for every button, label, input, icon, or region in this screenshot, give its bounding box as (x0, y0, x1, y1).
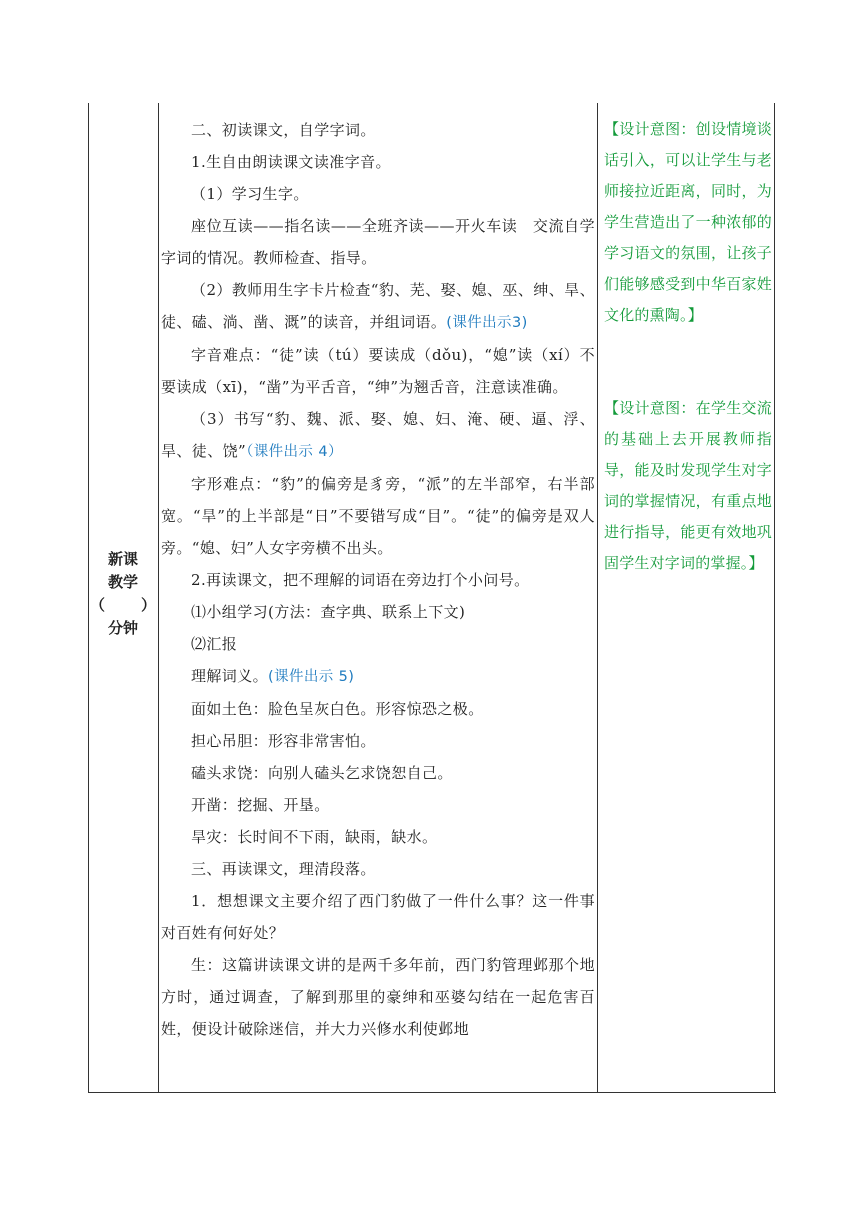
paragraph: ⑵汇报 (191, 635, 238, 653)
paragraph (161, 660, 595, 693)
paragraph: 旱灾：长时间不下雨，缺雨，缺水。 (191, 828, 438, 846)
design-intent-note-2: 【设计意图：在学生交流的基础上去开展教师指导，能及时发现学生对字词的掌握情况，有重点地进行指导，能更有效地巩固学生对字词的掌握。】 (604, 399, 772, 572)
paragraph: 字音难点：“徒”读（tú）要读成（dǒu)，“媳”读（xí）不要读成（xī)，“凿”为平舌音，“绅”为翘舌音，注意读准确。 (161, 346, 595, 396)
paragraph: 开凿：挖掘、开垦。 (191, 796, 330, 814)
lesson-table (88, 103, 776, 1093)
section-label-line3: 分钟 (107, 619, 138, 637)
paragraph: 2.再读课文，把不理解的词语在旁边打个小问号。 (191, 571, 530, 589)
courseware-callout: (课件出示 5) (268, 669, 355, 685)
paragraph: 磕头求饶：向别人磕头乞求饶恕自己。 (191, 764, 453, 782)
design-intent-note-1: 【设计意图：创设情境谈话引入，可以让学生与老师接拉近距离，同时，为学生营造出了一种浓郁的学习语文的氛围，让孩子们能够感受到中华百家姓文化的熏陶。】 (604, 120, 772, 324)
paragraph-text: （2）教师用生字卡片检查“豹、芜、娶、媳、巫、绅、旱、徒、磕、淌、凿、溉”的读音，并组词语。 (161, 281, 595, 331)
table-border-bottom (88, 1092, 776, 1093)
paragraph (161, 274, 595, 339)
paragraph: 生：这篇讲读课文讲的是两千多年前，西门豹管理邺那个地方时，通过调查，了解到那里的豪绅和巫婆勾结在一起危害百姓，便设计破除迷信，并大力兴修水利使邺地 (161, 956, 595, 1038)
paragraph-text: （3）书写“豹、魏、派、娶、媳、妇、淹、硬、逼、浮、旱、徒、饶” (161, 410, 595, 460)
paragraph: 1.生自由朗读课文读准字音。 (191, 153, 391, 171)
paren-open: （ (90, 596, 106, 614)
paragraph: 座位互读——指名读——全班齐读——开火车读 交流自学字词的情况。教师检查、指导。 (161, 217, 595, 267)
section-label (88, 548, 158, 640)
paragraph: 面如土色：脸色呈灰白色。形容惊恐之极。 (191, 700, 484, 718)
courseware-callout: (课件出示3) (446, 315, 528, 331)
paragraph: 担心吊胆：形容非常害怕。 (191, 732, 376, 750)
courseware-callout: （课件出示 4） (246, 444, 343, 460)
paragraph: 三、再读课文，理清段落。 (191, 860, 376, 878)
paragraph: 1．想想课文主要介绍了西门豹做了一件什么事？这一件事对百姓有何好处？ (161, 892, 595, 942)
paragraph: （1）学习生字。 (191, 185, 309, 203)
paragraph: ⑴小组学习(方法：查字典、联系上下文) (191, 603, 466, 621)
section-label-line1: 新课 (107, 550, 138, 568)
paren-close: ） (140, 596, 156, 614)
paragraph: 二、初读课文，自学字词。 (191, 121, 376, 139)
table-divider-2 (597, 103, 598, 1093)
paragraph-text: 理解词义。 (191, 667, 269, 685)
paragraph (161, 403, 595, 468)
section-label-line2: 教学 (107, 573, 138, 591)
paragraph: 字形难点：“豹”的偏旁是豸旁，“派”的左半部窄，右半部宽。“旱”的上半部是“日”不要错写成“目”。“徒”的偏旁是双人旁。“媳、妇”人女字旁横不出头。 (161, 475, 595, 557)
minutes-blank (88, 594, 158, 617)
lesson-content (158, 103, 597, 1045)
